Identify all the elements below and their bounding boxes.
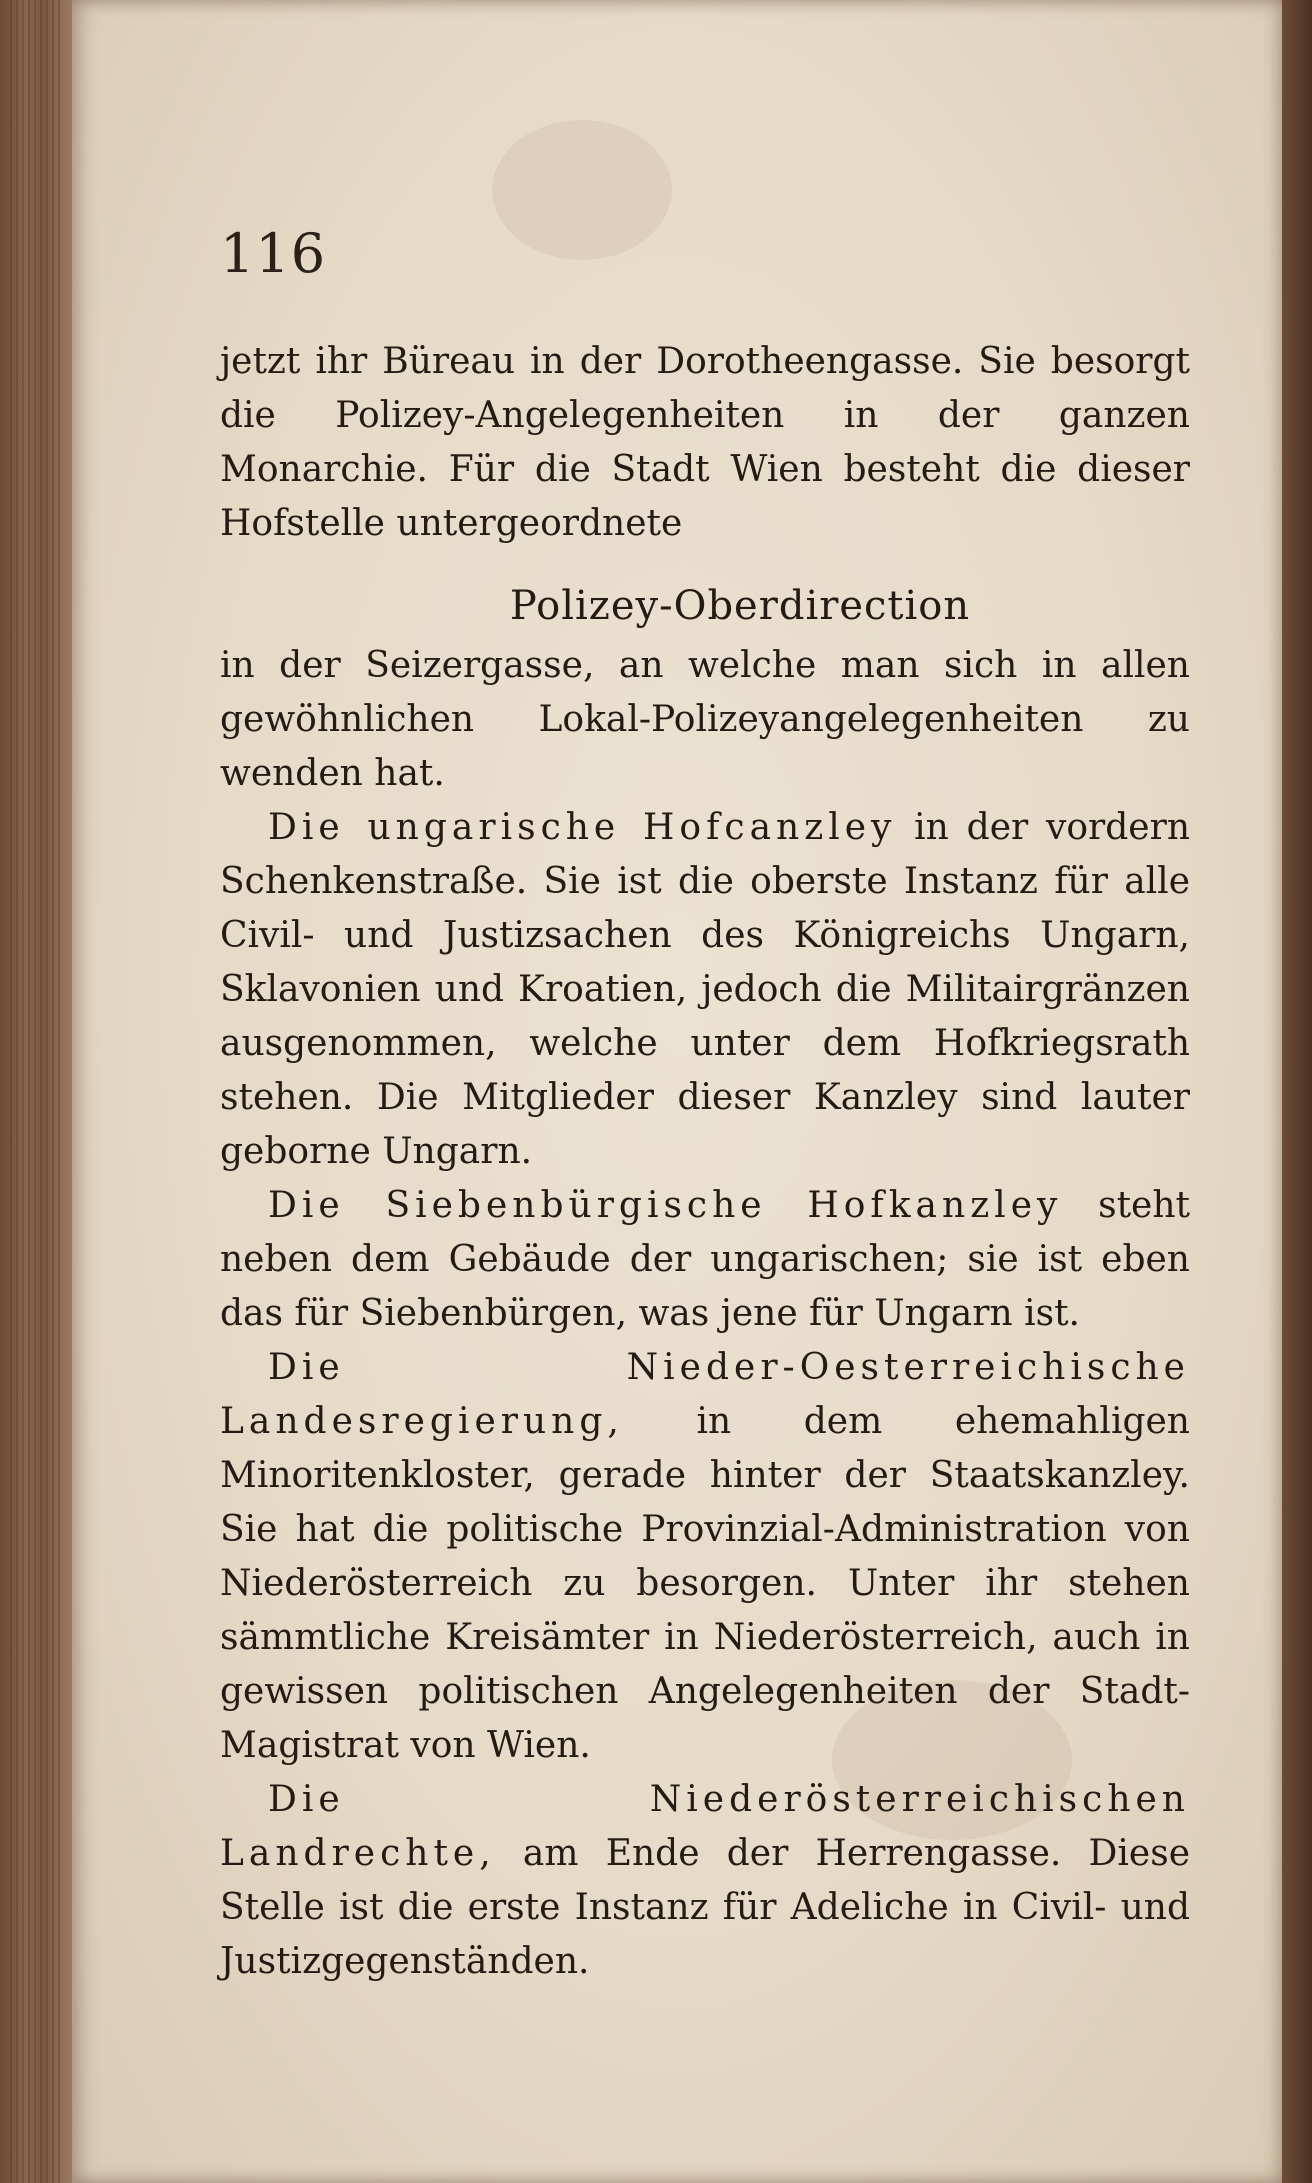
cover-edge: [1282, 0, 1312, 2183]
paragraph-landesregierung: [220, 1341, 1190, 1773]
paragraph-body: steht neben dem Gebäude der ungarischen; sie ist eben das für Siebenbürgen, was jene für Ungarn ist.: [220, 1185, 1191, 1334]
paragraph-oberdirection: in der Seizergasse, an welche man sich in allen gewöhnlichen Lokal-Polizeyangelegenheiten zu wenden hat.: [220, 645, 1190, 794]
paper-stain: [492, 120, 672, 260]
paragraph-body: in dem ehemahligen Minoritenkloster, gerade hinter der Staatskanzley. Sie hat die politische Provinzial-Administration von Niederösterreich zu besorgen. Unter ihr stehen sämmtliche Kreisämter in Niederösterreich, auch in gewissen politischen Angelegenheiten der Stadt-Magistrat von Wien.: [220, 1401, 1190, 1766]
institution-name: Die Niederösterreichischen Landrechte,: [220, 1779, 1190, 1874]
paragraph-polizey-hofstelle: jetzt ihr Büreau in der Dorotheengasse. Sie besorgt die Polizey-Angelegenheiten in der ganzen Monarchie. Für die Stadt Wien besteht die dieser Hofstelle untergeordnete: [220, 341, 1190, 544]
section-heading: Polizey-Oberdirection: [509, 583, 971, 629]
paragraph-landrechte: [220, 1773, 1190, 1989]
paragraph-body: am Ende der Herrengasse. Diese Stelle ist die erste Instanz für Adeliche in Civil- und Justizgegenständen.: [220, 1833, 1190, 1982]
paragraph-siebenbuergische-hofkanzley: [220, 1179, 1190, 1341]
institution-name: Die Siebenbürgische Hofkanzley: [268, 1185, 1063, 1226]
institution-name: Die Nieder-Oesterreichische Landesregierung,: [220, 1347, 1190, 1442]
page-edges: [0, 0, 72, 2183]
paragraph-body: in der vordern Schenkenstraße. Sie ist die oberste Instanz für alle Civil- und Justizsachen des Königreichs Ungarn, Sklavonien und Kroatien, jedoch die Militairgränzen ausgenommen, welche unter dem Hofkriegsrath stehen. Die Mitglieder dieser Kanzley sind lauter geborne Ungarn.: [220, 807, 1190, 1172]
institution-name: Die ungarische Hofcanzley: [268, 807, 897, 848]
page-text: [220, 335, 1190, 1989]
page-number: 116: [220, 222, 327, 285]
paragraph-ungarische-hofcanzley: [220, 801, 1190, 1179]
